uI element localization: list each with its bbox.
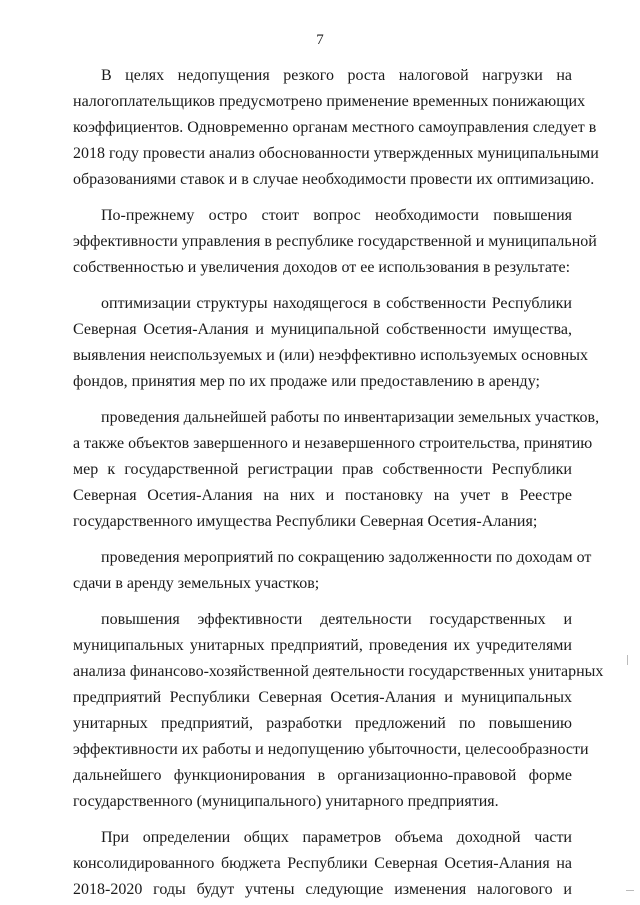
text-line: Северная Осетия-Алания на них и постановку на учет в Реестре <box>73 487 572 504</box>
text-line: коэффициентов. Одновременно органам местного самоуправления следует в <box>73 119 597 136</box>
text-line: дальнейшего функционирования в организационно-правовой форме <box>73 767 572 784</box>
paragraph-unitary-enterprises <box>73 607 604 815</box>
text-line: выявления неиспользуемых и (или) неэффективно используемых основных <box>73 347 589 364</box>
paragraph-debt-reduction <box>73 545 592 597</box>
document-body <box>73 63 604 903</box>
text-line: предприятий Республики Северная Осетия-Алания и муниципальных <box>73 689 572 706</box>
text-line: налогоплательщиков предусмотрено применение временных понижающих <box>73 93 586 110</box>
paragraph-budget-parameters <box>73 825 572 903</box>
scan-artifact-mark <box>626 890 634 891</box>
text-line: унитарных предприятий, разработки предложений по повышению <box>73 715 572 732</box>
paragraph-property-management <box>73 203 597 281</box>
text-line: эффективности их работы и недопущению убыточности, целесообразности <box>73 741 589 758</box>
text-line: сдачи в аренду земельных участков; <box>73 575 320 592</box>
text-line: 2018 году провести анализ обоснованности утвержденных муниципальными <box>73 145 599 162</box>
text-line: По-прежнему остро стоит вопрос необходимости повышения <box>101 207 572 224</box>
text-line: анализа финансово-хозяйственной деятельности государственных унитарных <box>73 663 604 680</box>
text-line: проведения дальнейшей работы по инвентаризации земельных участков, <box>101 409 600 426</box>
text-line: государственного имущества Республики Северная Осетия-Алания; <box>73 513 538 530</box>
text-line: государственного (муниципального) унитарного предприятия. <box>73 793 499 810</box>
paragraph-tax-coefficients <box>73 63 599 193</box>
text-line: мер к государственной регистрации прав собственности Республики <box>73 461 572 478</box>
paragraph-land-inventory <box>73 405 600 535</box>
text-line: При определении общих параметров объема доходной части <box>101 829 572 846</box>
text-line: эффективности управления в республике государственной и муниципальной <box>73 233 597 250</box>
text-line: повышения эффективности деятельности государственных и <box>101 611 572 628</box>
text-line: собственностью и увеличения доходов от ее использования в результате: <box>73 259 571 276</box>
text-line: В целях недопущения резкого роста налоговой нагрузки на <box>101 67 572 84</box>
text-line: консолидированного бюджета Республики Северная Осетия-Алания на <box>73 855 572 872</box>
text-line: муниципальных унитарных предприятий, проведения их учредителями <box>73 637 572 654</box>
text-line: фондов, принятия мер по их продаже или предоставлению в аренду; <box>73 373 540 390</box>
text-line: а также объектов завершенного и незавершенного строительства, принятию <box>73 435 593 452</box>
paragraph-structure-optimization <box>73 291 589 395</box>
text-line: образованиями ставок и в случае необходимости провести их оптимизацию. <box>73 171 595 188</box>
scan-artifact-mark <box>627 655 628 665</box>
text-line: 2018-2020 годы будут учтены следующие изменения налогового и <box>73 881 572 898</box>
text-line: Северная Осетия-Алания и муниципальной собственности имущества, <box>73 321 572 338</box>
text-line: оптимизации структуры находящегося в собственности Республики <box>101 295 572 312</box>
page-number: 7 <box>316 32 324 48</box>
text-line: проведения мероприятий по сокращению задолженности по доходам от <box>101 549 592 566</box>
